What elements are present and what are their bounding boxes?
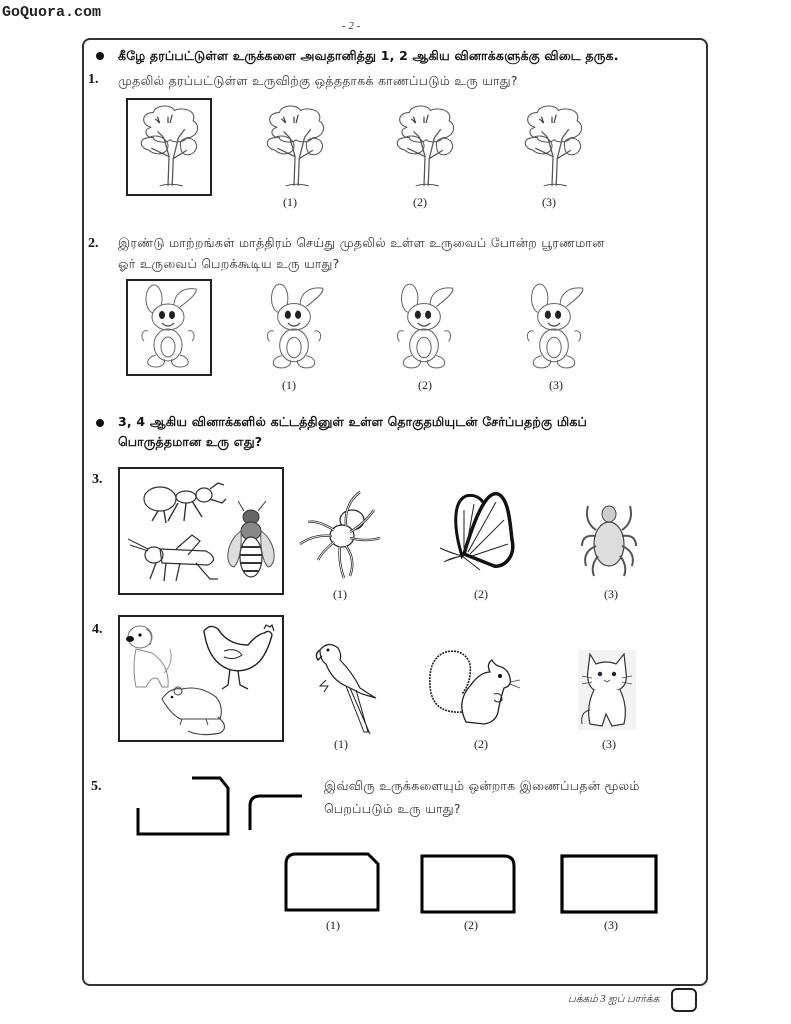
- q2-option-1[interactable]: [254, 280, 334, 372]
- q1-option-1[interactable]: [254, 100, 334, 190]
- q2-text-line2: ஓர் உருவைப் பெறக்கூடிய உரு யாது?: [118, 256, 340, 271]
- rounded-corner-rectangle-icon: [420, 852, 516, 914]
- q3-option-1-label: (1): [333, 587, 347, 601]
- q2-reference-figure: [126, 279, 212, 376]
- q1-option-3[interactable]: [512, 100, 592, 190]
- q2-option-3-label: (3): [549, 378, 563, 392]
- rectangle-icon: [560, 854, 658, 916]
- q4-reference-group: [118, 615, 284, 742]
- q1-option-2[interactable]: [384, 100, 464, 190]
- tree-icon: [254, 100, 334, 190]
- rabbit-icon: [514, 280, 594, 372]
- tick-icon: [580, 500, 638, 578]
- rabbit-icon: [254, 280, 334, 372]
- tree-icon: [512, 100, 592, 190]
- q5-shape-pieces: [130, 774, 310, 838]
- q4-option-3-label: (3): [602, 737, 616, 751]
- q2-option-3[interactable]: [514, 280, 594, 372]
- q2-option-1-label: (1): [282, 378, 296, 392]
- section2-instruction-line2: பொருத்தமான உரு எது?: [118, 434, 263, 449]
- q2-option-2[interactable]: [384, 280, 464, 372]
- q3-reference-group: [118, 467, 284, 595]
- spider-icon: [298, 490, 388, 580]
- butterfly-icon: [434, 490, 524, 578]
- ant-icon: [138, 477, 228, 527]
- tree-icon: [384, 100, 464, 190]
- watermark: GoQuora.com: [2, 4, 102, 21]
- bee-icon: [224, 501, 280, 583]
- parrot-icon: [306, 640, 378, 736]
- q1-reference-figure: [126, 98, 212, 196]
- q1-number: 1.: [88, 72, 99, 87]
- q5-option-2[interactable]: [420, 852, 516, 914]
- section1-instruction: கீழே தரப்பட்டுள்ள உருக்களை அவதானித்து 1, 2 ஆகிய வினாக்களுக்கு விடை தருக.: [118, 48, 619, 63]
- q5-option-3-label: (3): [604, 918, 618, 932]
- footer-see-page-3: பக்கம் 3 ஐப் பார்க்க: [568, 994, 660, 1005]
- q3-number: 3.: [92, 472, 103, 487]
- footer-score-box: [671, 988, 697, 1012]
- bullet-icon: [96, 419, 104, 427]
- q3-option-2-label: (2): [474, 587, 488, 601]
- q4-option-1[interactable]: [306, 640, 378, 736]
- q1-option-3-label: (3): [542, 195, 556, 209]
- q5-number: 5.: [91, 779, 102, 794]
- q2-number: 2.: [88, 236, 99, 251]
- q5-option-1[interactable]: [284, 852, 380, 912]
- grasshopper-icon: [126, 533, 222, 585]
- q5-text-line2: பெறப்படும் உரு யாது?: [324, 801, 461, 816]
- q5-option-3[interactable]: [560, 854, 658, 916]
- q3-option-3-label: (3): [604, 587, 618, 601]
- q1-option-1-label: (1): [283, 195, 297, 209]
- q4-option-1-label: (1): [334, 737, 348, 751]
- kitten-icon: [578, 650, 636, 730]
- q4-number: 4.: [92, 622, 103, 637]
- q4-option-3[interactable]: [578, 650, 636, 730]
- q1-option-2-label: (2): [413, 195, 427, 209]
- q4-option-2[interactable]: [424, 642, 520, 730]
- bullet-icon: [96, 52, 104, 60]
- q3-option-1[interactable]: [298, 490, 388, 580]
- q2-option-2-label: (2): [418, 378, 432, 392]
- q2-text-line1: இரண்டு மாற்றங்கள் மாத்திரம் செய்து முதலில் உள்ள உருவைப் போன்ற பூரணமான: [118, 235, 605, 250]
- tree-icon: [128, 100, 208, 190]
- q3-option-2[interactable]: [434, 490, 524, 578]
- q5-text-line1: இவ்விரு உருக்களையும் ஒன்றாக இணைப்பதன் மூலம்: [324, 778, 640, 793]
- rabbit-icon: [128, 281, 208, 371]
- q1-text: முதலில் தரப்பட்டுள்ள உருவிற்கு ஒத்ததாகக் காணப்படும் உரு யாது?: [118, 73, 518, 88]
- q5-option-2-label: (2): [464, 918, 478, 932]
- squirrel-icon: [424, 642, 520, 730]
- page-number: - 2 -: [342, 20, 361, 32]
- q5-option-1-label: (1): [326, 918, 340, 932]
- rat-icon: [160, 683, 246, 739]
- section2-instruction-line1: 3, 4 ஆகிய வினாக்களில் கட்டத்தினுள் உள்ள தொகுதமியுடன் சேர்ப்பதற்கு மிகப்: [118, 414, 588, 429]
- rounded-chamfered-rectangle-icon: [284, 852, 380, 912]
- q4-option-2-label: (2): [474, 737, 488, 751]
- q3-option-3[interactable]: [580, 500, 638, 578]
- rabbit-icon: [384, 280, 464, 372]
